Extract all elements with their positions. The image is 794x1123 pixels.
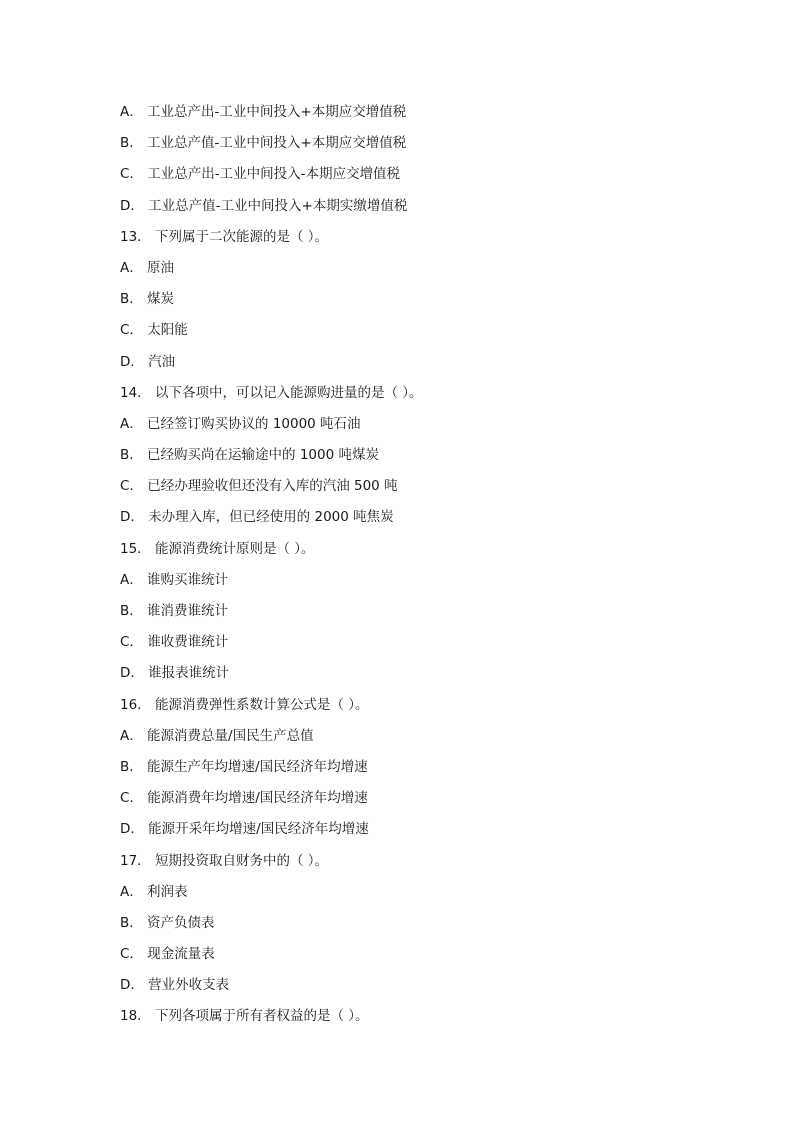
question-15: 15． 能源消费统计原则是（ ）。 xyxy=(120,540,315,557)
option-line: D． 营业外收支表 xyxy=(120,977,230,994)
option-line: D． 汽油 xyxy=(120,353,176,370)
question-list xyxy=(120,102,740,1038)
option-line: A． 能源消费总量/国民生产总值 xyxy=(120,727,314,744)
option-line: B． 资产负债表 xyxy=(120,914,215,931)
option-line: A． 工业总产出-工业中间投入+本期应交增值税 xyxy=(120,104,407,120)
option-line: C． 谁收费谁统计 xyxy=(120,634,229,651)
question-16: 16． 能源消费弹性系数计算公式是（ ）。 xyxy=(120,696,369,713)
option-line: D． 谁报表谁统计 xyxy=(120,665,230,682)
option-line: C． 已经办理验收但还没有入库的汽油 500 吨 xyxy=(120,478,398,495)
option-line: A． 谁购买谁统计 xyxy=(120,571,229,588)
option-line: B． 煤炭 xyxy=(120,291,175,308)
option-line: D． 工业总产值-工业中间投入+本期实缴增值税 xyxy=(120,197,408,214)
option-line: A． 原油 xyxy=(120,259,175,276)
option-line: A． 已经签订购买协议的 10000 吨石油 xyxy=(120,415,361,432)
option-line: D． 能源开采年均增速/国民经济年均增速 xyxy=(120,821,369,838)
option-line: B． 谁消费谁统计 xyxy=(120,603,229,619)
question-17: 17． 短期投资取自财务中的（ ）。 xyxy=(120,852,329,869)
option-line: B． 已经购买尚在运输途中的 1000 吨煤炭 xyxy=(120,447,379,464)
option-line: A． 利润表 xyxy=(120,883,188,900)
question-13: 13． 下列属于二次能源的是（ ）。 xyxy=(120,228,329,245)
option-line: B． 工业总产值-工业中间投入+本期应交增值税 xyxy=(120,135,407,152)
option-line: C． 太阳能 xyxy=(120,322,188,339)
option-line: B． 能源生产年均增速/国民经济年均增速 xyxy=(120,758,368,775)
option-line: C． 现金流量表 xyxy=(120,946,215,963)
option-line: C． 工业总产出-工业中间投入-本期应交增值税 xyxy=(120,166,400,183)
question-18: 18． 下列各项属于所有者权益的是（ ）。 xyxy=(120,1008,369,1025)
question-14: 14． 以下各项中，可以记入能源购进量的是（ ）。 xyxy=(120,384,423,401)
option-line: C． 能源消费年均增速/国民经济年均增速 xyxy=(120,790,368,807)
option-line: D． 未办理入库，但已经使用的 2000 吨焦炭 xyxy=(120,509,394,526)
